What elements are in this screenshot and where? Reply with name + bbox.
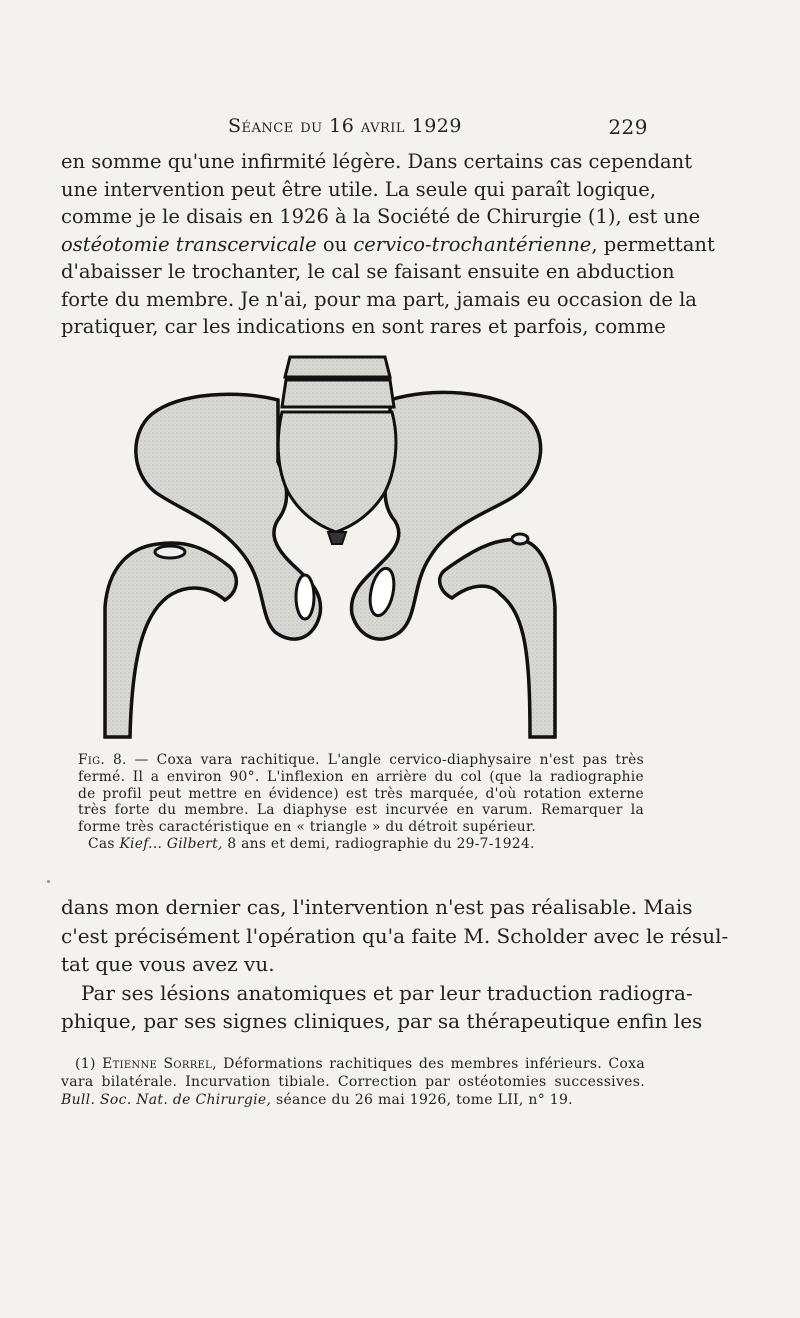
vertebra bbox=[282, 380, 394, 407]
ink-speck bbox=[47, 880, 50, 883]
text-line: dans mon dernier cas, l'intervention n'est pas réalisable. Mais bbox=[61, 895, 693, 919]
text-line: pratiquer, car les indications en sont rares et parfois, comme bbox=[61, 315, 666, 338]
case-name: Kief... Gilbert, bbox=[119, 835, 223, 852]
right-femur bbox=[440, 540, 555, 737]
pelvis-illustration bbox=[100, 352, 560, 742]
caption-line: forme très caractéristique en « triangle » du détroit supérieur. bbox=[78, 819, 537, 836]
right-femoral-head-nucleus bbox=[512, 534, 528, 544]
footnote-line: vara bilatérale. Incurvation tibiale. Correction par ostéotomies successives. bbox=[61, 1074, 645, 1090]
intro-paragraph bbox=[61, 148, 715, 341]
running-title: Séance du 16 avril 1929 bbox=[228, 115, 462, 137]
vertebra bbox=[285, 357, 390, 377]
footnote-text: Déformations rachitiques des membres inférieurs. Coxa bbox=[216, 1056, 645, 1072]
left-femur bbox=[105, 543, 236, 737]
caption-line: très forte du membre. La diaphyse est incurvée en varum. Remarquer la bbox=[78, 802, 644, 819]
case-prefix: Cas bbox=[88, 835, 120, 852]
text-line: c'est précisément l'opération qu'a faite M. Scholder avec le résul- bbox=[61, 923, 729, 948]
text-line bbox=[61, 231, 715, 259]
text-line: comme je le disais en 1926 à la Société de Chirurgie (1), est une bbox=[61, 205, 701, 228]
following-paragraph bbox=[61, 893, 729, 1036]
caption-text: — Coxa vara rachitique. L'angle cervico-diaphysaire n'est pas très bbox=[126, 752, 645, 768]
italic-term: cervico-trochantérienne bbox=[353, 232, 592, 256]
footnote-line bbox=[61, 1055, 645, 1073]
footnote-line bbox=[61, 1091, 645, 1109]
coccyx bbox=[328, 532, 346, 544]
footnote-text: séance du 26 mai 1926, tome LII, n° 19. bbox=[271, 1092, 573, 1108]
caption-line bbox=[78, 752, 644, 769]
left-obturator-foramen bbox=[296, 575, 314, 619]
text-line: Par ses lésions anatomiques et par leur traduction radiogra- bbox=[81, 980, 693, 1005]
figure-caption bbox=[78, 752, 644, 853]
italic-term: ostéotomie transcervicale bbox=[61, 232, 317, 256]
footnote bbox=[61, 1055, 645, 1109]
text-fragment: ou bbox=[316, 232, 354, 256]
figure-label: Fig. 8. bbox=[78, 752, 127, 768]
caption-line: de profil peut mettre en évidence) est très marquée, d'où rotation externe bbox=[78, 785, 644, 802]
text-line: forte du membre. Je n'ai, pour ma part, jamais eu occasion de la bbox=[61, 287, 697, 311]
caption-line: fermé. Il a environ 90°. L'inflexion en arrière du col (que la radiographie bbox=[78, 768, 644, 785]
footnote-author: Etienne Sorrel, bbox=[102, 1056, 217, 1072]
case-rest: 8 ans et demi, radiographie du 29-7-1924. bbox=[222, 835, 535, 852]
caption-case-line bbox=[78, 836, 644, 853]
text-line: d'abaisser le trochanter, le cal se faisant ensuite en abduction bbox=[61, 260, 675, 283]
text-line: une intervention peut être utile. La seule qui paraît logique, bbox=[61, 177, 657, 201]
text-fragment: , permettant bbox=[591, 232, 715, 256]
sacrum bbox=[278, 412, 396, 532]
text-line: tat que vous avez vu. bbox=[61, 952, 275, 976]
page-number: 229 bbox=[608, 115, 648, 139]
text-line: phique, par ses signes cliniques, par sa thérapeutique enfin les bbox=[61, 1009, 703, 1033]
footnote-marker: (1) bbox=[75, 1056, 103, 1072]
left-femoral-head-nucleus bbox=[155, 546, 185, 558]
journal-name: Bull. Soc. Nat. de Chirurgie, bbox=[61, 1092, 272, 1108]
text-line: en somme qu'une infirmité légère. Dans certains cas cependant bbox=[61, 150, 693, 173]
